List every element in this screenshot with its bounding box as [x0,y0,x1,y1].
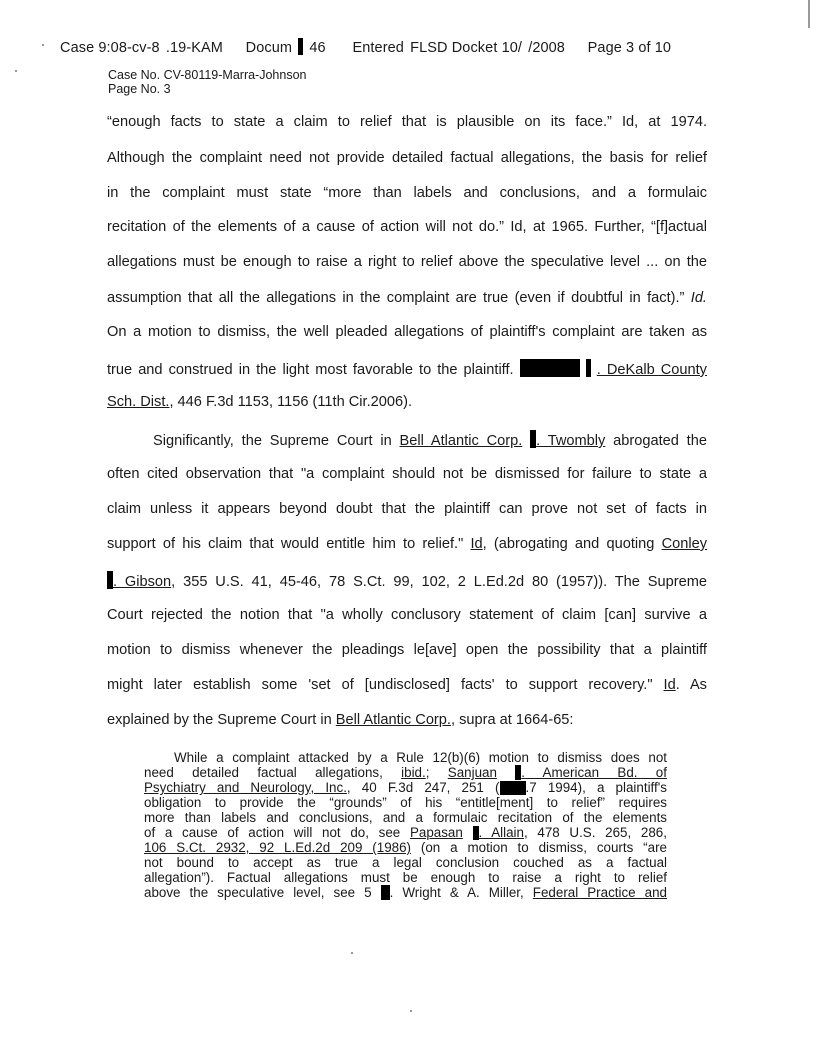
case-citation: Federal Practice and [532,885,667,900]
text-line: allegations must be enough to raise a right to relief above the speculative level ... on the [107,254,707,270]
case-citation: . Allain [478,825,524,840]
page-edge-mark [808,0,810,28]
text-segment: explained by the Supreme Court in [107,712,332,728]
case-number-line: Case No. CV-80119-Marra-Johnson [108,68,307,82]
case-citation: Bell Atlantic Corp. [399,433,523,449]
quote-line: obligation to provide the “grounds” of his “entitle[ment] to relief” requires [144,795,667,810]
case-citation: Conley [661,536,707,552]
quote-line [144,780,667,795]
text-segment: (on a motion to dismiss, courts “are [411,840,667,855]
page-count: Page 3 of 10 [587,40,672,56]
text-segment: . As [675,677,707,693]
text-segment: might later establish some 'set of [undisclosed] facts' to support recovery." [107,677,653,693]
text-segment: , 446 F.3d 1153, 1156 (11th Cir.2006). [169,394,413,410]
text-segment: Significantly, the Supreme Court in [153,433,392,449]
text-line: in the complaint must state “more than labels and conclusions, and a formulaic [107,185,707,201]
text-line: motion to dismiss whenever the pleadings le[ave] open the possibility that a plaintiff [107,642,707,658]
text-line: Although the complaint need not provide detailed factual allegations, the basis for relief [107,150,707,166]
text-segment: , 40 F.3d 247, 251 ( [346,780,500,795]
redaction-block [298,38,303,55]
text-line: “enough facts to state a claim to relief that is plausible on its face.” Id, at 1974. [107,114,707,130]
scan-speck [42,44,44,46]
text-segment: , supra at 1664-65: [450,712,574,728]
quote-line [144,825,667,840]
redaction-block [520,359,580,377]
case-citation: Bell Atlantic Corp. [335,712,451,728]
case-citation: ibid. [401,765,426,780]
text-segment: support of his claim that would entitle him to relief." [107,536,464,552]
scan-speck [410,1010,412,1012]
case-citation: Sch. Dist. [107,394,170,410]
redaction-block [500,781,526,795]
quote-line [144,840,667,855]
case-citation: Papasan [409,825,463,840]
redaction-block [586,359,591,377]
scan-speck [15,70,17,72]
text-segment: above the speculative level, see 5 [144,885,372,900]
text-segment: need detailed factual allegations, [144,765,383,780]
quote-line: While a complaint attacked by a Rule 12(b)(6) motion to dismiss does not [174,750,667,765]
case-citation: Sanjuan [447,765,497,780]
text-segment: of a cause of action will not do, see [144,825,401,840]
quote-line: not bound to accept as true a legal conclusion couched as a factual [144,855,667,870]
case-citation: . Twombly [536,433,606,449]
text-line: recitation of the elements of a cause of action will not do.” Id, at 1965. Further, “[f]actual [107,219,707,235]
text-line: On a motion to dismiss, the well pleaded allegations of plaintiff's complaint are taken as [107,324,707,340]
text-segment: , 355 U.S. 41, 45-46, 78 S.Ct. 99, 102, 2 L.Ed.2d 80 (1957)). The Supreme [171,574,707,590]
text-line: often cited observation that "a complaint should not be dismissed for failure to state a [107,466,707,482]
case-citation: . American Bd. of [521,765,667,780]
text-segment: , (abrogating and quoting [482,536,655,552]
text-segment: . Wright & A. Miller, [389,885,524,900]
case-caption [108,68,306,96]
redaction-block [381,885,390,900]
text-line [107,359,707,378]
docket-header [60,38,760,56]
document-label: Docum [245,40,293,56]
text-line [107,394,707,410]
text-line [107,712,707,728]
text-line [107,290,707,306]
quote-line: allegation”). Factual allegations must be enough to raise a right to relief [144,870,667,885]
text-segment: , 478 U.S. 265, 286, [523,825,667,840]
text-line: Court rejected the notion that "a wholly conclusory statement of claim [can] survive a [107,607,707,623]
case-citation: Id [470,536,483,552]
quote-line [144,765,667,780]
docket-date: /2008 [528,40,565,56]
case-number: Case 9:08-cv-8 [60,40,160,56]
text-line: claim unless it appears beyond doubt that the plaintiff can prove not set of facts in [107,501,707,517]
document-number: 46 [309,40,326,56]
text-segment: assumption that all the allegations in the complaint are true (even if doubtful in fact).” [107,290,685,306]
text-segment: .7 1994), a plaintiff's [525,780,667,795]
citation-id: Id. [690,290,707,306]
case-citation: . DeKalb County [596,362,707,378]
case-citation: Id [663,677,676,693]
text-segment: ; [425,765,430,780]
text-line [107,677,707,693]
case-citation: Psychiatry and Neurology, Inc. [144,780,347,795]
text-segment: abrogated the [613,433,707,449]
scan-speck [351,952,353,954]
page-number-line: Page No. 3 [108,82,171,96]
text-segment: true and construed in the light most favorable to the plaintiff. [107,362,514,378]
text-line [107,430,707,449]
case-citation: . Gibson [113,574,172,590]
text-line [107,571,707,590]
docket-label: FLSD Docket 10/ [410,40,523,56]
quote-line: more than labels and conclusions, and a formulaic recitation of the elements [144,810,667,825]
case-citation: 106 S.Ct. 2932, 92 L.Ed.2d 209 (1986) [144,840,412,855]
text-line [107,536,707,552]
case-number-suffix: .19-KAM [165,40,223,56]
entered-label: Entered [352,40,404,56]
quote-line [144,885,667,900]
